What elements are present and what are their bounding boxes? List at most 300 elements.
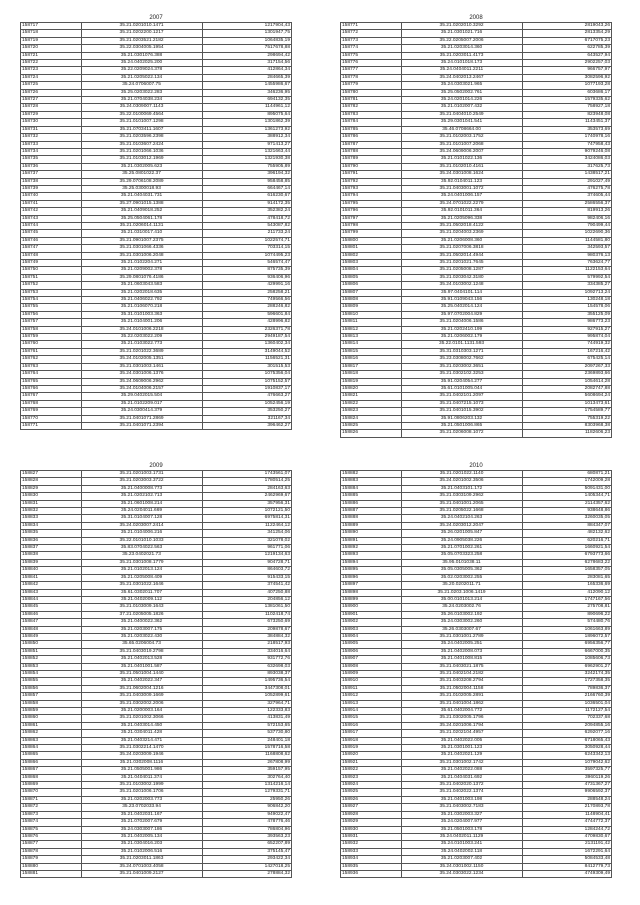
- amount-cell: 2813354,29: [522, 30, 611, 37]
- table-row: [341, 500, 612, 507]
- panel-title: 2008: [469, 15, 483, 21]
- code-cell: 35.21.0401001.2065: [401, 500, 522, 507]
- amount-cell: 1754589,77: [522, 408, 611, 415]
- code-cell: 35.97.0702004.829: [401, 311, 522, 318]
- record-id-cell: 158748: [21, 252, 82, 259]
- table-row: [21, 596, 292, 603]
- table-row: [341, 348, 612, 355]
- amount-cell: 616230,67: [202, 193, 291, 200]
- record-id-cell: 158734: [21, 148, 82, 155]
- record-id-cell: 158721: [21, 52, 82, 59]
- amount-cell: 374541,42: [202, 582, 291, 589]
- table-row: [341, 774, 612, 781]
- amount-cell: 284163,63: [202, 485, 291, 492]
- table-row: [21, 23, 292, 30]
- record-id-cell: 158877: [21, 841, 82, 848]
- table-row: [21, 126, 292, 133]
- table-row: [341, 60, 612, 67]
- table-row: [341, 596, 612, 603]
- code-cell: 35.22.0100069.4564: [81, 111, 202, 118]
- table-row: [21, 478, 292, 485]
- code-cell: 35.21.0403014.450: [81, 722, 202, 729]
- table-row: [341, 619, 612, 626]
- table-row: [21, 415, 292, 422]
- amount-cell: 25950,26: [202, 796, 291, 803]
- code-cell: 35.24.0303022.1234: [401, 870, 522, 877]
- code-cell: 35.21.0402022.088: [401, 767, 522, 774]
- table-row: [341, 82, 612, 89]
- amount-cell: 1079042,62: [522, 759, 611, 766]
- amount-cell: 482132,62: [522, 530, 611, 537]
- amount-cell: 652207,89: [202, 841, 291, 848]
- table-row: [21, 393, 292, 400]
- code-cell: 35.21.0401009.2127: [81, 870, 202, 877]
- record-id-cell: 158934: [341, 856, 402, 863]
- code-cell: 35.27.0901015.1388: [81, 200, 202, 207]
- table-row: [341, 193, 612, 200]
- table-row: [341, 537, 612, 544]
- amount-cell: 396462,27: [202, 422, 291, 429]
- record-id-cell: 158854: [21, 670, 82, 677]
- amount-cell: 1122464,12: [202, 522, 291, 529]
- code-cell: 35.26.0303007.67: [401, 626, 522, 633]
- code-cell: 35.29.0706108.2089: [81, 178, 202, 185]
- code-cell: 35.21.0403214.471: [81, 737, 202, 744]
- code-cell: 35.24.0701022.2279: [401, 200, 522, 207]
- table-row: [341, 471, 612, 478]
- code-cell: 35.91.0806203.132: [401, 415, 522, 422]
- table-row: [21, 493, 292, 500]
- table-row: [21, 863, 292, 870]
- record-id-cell: 158735: [21, 156, 82, 163]
- table-panel-2008: [340, 14, 612, 438]
- table-row: [341, 252, 612, 259]
- table-row: [341, 430, 612, 437]
- table-row: [21, 89, 292, 96]
- amount-cell: 1578716,58: [202, 745, 291, 752]
- code-cell: 35.21.0301002.1742: [401, 759, 522, 766]
- amount-cell: 6975814,31: [202, 515, 291, 522]
- record-id-cell: 158787: [341, 141, 402, 148]
- amount-cell: 1279331,71: [202, 789, 291, 796]
- record-id-cell: 158857: [21, 693, 82, 700]
- code-cell: 35.21.0701002.261: [401, 545, 522, 552]
- table-row: [21, 811, 292, 818]
- amount-cell: 1321663,44: [202, 148, 291, 155]
- table-row: [21, 522, 292, 529]
- record-id-cell: 158765: [21, 378, 82, 385]
- table-row: [21, 545, 292, 552]
- code-cell: 35.21.0403002.7183: [401, 804, 522, 811]
- amount-cell: 1217904,43: [202, 23, 291, 30]
- amount-cell: 893038,37: [202, 670, 291, 677]
- amount-cell: 429991,16: [202, 282, 291, 289]
- amount-cell: 620216,71: [522, 537, 611, 544]
- code-cell: 35.21.0402008.073: [401, 648, 522, 655]
- record-id-cell: 158831: [21, 500, 82, 507]
- table-row: [341, 626, 612, 633]
- record-id-cell: 158784: [341, 119, 402, 126]
- code-cell: 35.21.0203022.430: [81, 633, 202, 640]
- record-id-cell: 158786: [341, 134, 402, 141]
- table-row: [341, 700, 612, 707]
- amount-cell: 596601,84: [202, 311, 291, 318]
- code-cell: 35.24.0303002.260: [401, 619, 522, 626]
- record-id-cell: 158743: [21, 215, 82, 222]
- amount-cell: 374605,44: [522, 193, 611, 200]
- amount-cell: 396194,32: [202, 171, 291, 178]
- record-id-cell: 158906: [341, 648, 402, 655]
- record-id-cell: 158858: [21, 700, 82, 707]
- code-cell: 35.21.0302002.2006: [81, 700, 202, 707]
- code-cell: 35.21.0206002.179: [401, 334, 522, 341]
- code-cell: 35.24.0309007.1143: [81, 104, 202, 111]
- table-row: [341, 789, 612, 796]
- code-cell: 35.24.0101006.2218: [81, 326, 202, 333]
- amount-cell: 258258,21: [202, 289, 291, 296]
- amount-cell: 267808,99: [202, 759, 291, 766]
- amount-cell: 1740978,16: [522, 134, 611, 141]
- record-id-cell: 158768: [21, 400, 82, 407]
- table-row: [341, 708, 612, 715]
- code-cell: 35.21.0901007.2375: [81, 237, 202, 244]
- amount-cell: 1780514,25: [202, 478, 291, 485]
- code-cell: 35.21.0301001.123: [401, 745, 522, 752]
- table-row: [21, 633, 292, 640]
- table-row: [341, 356, 612, 363]
- amount-cell: 2082747,88: [522, 385, 611, 392]
- amount-cell: 875735,39: [202, 267, 291, 274]
- table-row: [341, 311, 612, 318]
- code-cell: 35.21.0103607.2424: [81, 141, 202, 148]
- record-id-cell: 158834: [21, 522, 82, 529]
- amount-cell: 906842,20: [202, 804, 291, 811]
- code-cell: 35.21.0302003.327: [401, 811, 522, 818]
- amount-cell: 2166760,39: [522, 693, 611, 700]
- table-row: [341, 237, 612, 244]
- amount-cell: 1360402,34: [202, 341, 291, 348]
- table-row: [341, 215, 612, 222]
- record-id-cell: 158791: [341, 171, 402, 178]
- code-cell: 35.21.0104001.206: [81, 319, 202, 326]
- code-cell: 35.21.0403009.1669: [81, 693, 202, 700]
- record-id-cell: 158871: [21, 796, 82, 803]
- table-row: [21, 45, 292, 52]
- code-cell: 35.22.0209024.378: [81, 67, 202, 74]
- table-row: [21, 515, 292, 522]
- table-row: [341, 589, 612, 596]
- table-row: [341, 478, 612, 485]
- amount-cell: 1054614,28: [522, 378, 611, 385]
- code-cell: 35.24.0201002.3506: [401, 478, 522, 485]
- amount-cell: 6962901,27: [522, 663, 611, 670]
- code-cell: 35.24.0301002.1150: [401, 863, 522, 870]
- amount-cell: 694132,35: [202, 97, 291, 104]
- table-row: [341, 393, 612, 400]
- table-row: [21, 641, 292, 648]
- amount-cell: 1022690,36: [522, 230, 611, 237]
- amount-cell: 275708,81: [522, 604, 611, 611]
- record-id-cell: 158808: [341, 297, 402, 304]
- table-row: [341, 804, 612, 811]
- table-row: [21, 178, 292, 185]
- table-row: [21, 341, 292, 348]
- table-row: [341, 841, 612, 848]
- code-cell: 35.21.0202018.635: [81, 289, 202, 296]
- code-cell: 35.25.0502002.761: [401, 89, 522, 96]
- code-cell: 35.21.0402022.005: [401, 737, 522, 744]
- amount-cell: 1438517,21: [522, 171, 611, 178]
- code-cell: 35.21.0302214.1470: [81, 745, 202, 752]
- amount-cell: 302764,40: [202, 774, 291, 781]
- record-id-cell: 158925: [341, 789, 402, 796]
- code-cell: 35.21.0203011.4173: [401, 52, 522, 59]
- code-cell: 35.21.0106070.218: [81, 304, 202, 311]
- table-row: [21, 52, 292, 59]
- record-id-cell: 158905: [341, 641, 402, 648]
- code-cell: 35.21.0202104.4957: [401, 730, 522, 737]
- amount-cell: 680871,21: [522, 471, 611, 478]
- table-row: [341, 163, 612, 170]
- amount-cell: 579992,54: [522, 274, 611, 281]
- code-cell: 35.21.0203.1006.1419: [401, 589, 522, 596]
- record-id-cell: 158769: [21, 408, 82, 415]
- code-cell: 35.21.0402101.2097: [401, 393, 522, 400]
- table-row: [341, 52, 612, 59]
- amount-cell: 3149044,52: [202, 348, 291, 355]
- record-id-cell: 158926: [341, 796, 402, 803]
- record-id-cell: 158909: [341, 670, 402, 677]
- amount-cell: 1085606,73: [522, 656, 611, 663]
- table-row: [341, 230, 612, 237]
- amount-cell: 317154,56: [202, 60, 291, 67]
- code-cell: 35.21.0203002.3651: [401, 363, 522, 370]
- record-id-cell: 158730: [21, 119, 82, 126]
- table-row: [341, 522, 612, 529]
- record-id-cell: 158868: [21, 774, 82, 781]
- table-row: [341, 856, 612, 863]
- amount-cell: 1143451,37: [522, 119, 611, 126]
- code-cell: 35.21.0303109.2962: [401, 493, 522, 500]
- panel-title: 2007: [149, 15, 163, 21]
- record-id-cell: 158828: [21, 478, 82, 485]
- code-cell: 35.21.0202010.3292: [401, 23, 522, 30]
- code-cell: 35.92.0104011.123: [401, 178, 522, 185]
- amount-cell: 3447308,01: [202, 685, 291, 692]
- amount-cell: 1075152,57: [202, 378, 291, 385]
- amount-cell: 6667000,35: [522, 648, 611, 655]
- amount-cell: 278884,32: [202, 870, 291, 877]
- record-id-cell: 158876: [21, 833, 82, 840]
- record-id-cell: 158882: [341, 471, 402, 478]
- amount-cell: 321167,34: [202, 415, 291, 422]
- table-row: [21, 230, 292, 237]
- table-row: [341, 282, 612, 289]
- amount-cell: 334016,64: [202, 648, 291, 655]
- table-row: [21, 156, 292, 163]
- amount-cell: 819913,26: [522, 208, 611, 215]
- code-cell: 35.24.0402025.200: [81, 60, 202, 67]
- amount-cell: 2902257,03: [522, 60, 611, 67]
- table-row: [21, 589, 292, 596]
- amount-cell: 931772,76: [202, 656, 291, 663]
- record-id-cell: 158874: [21, 819, 82, 826]
- amount-cell: 4709830,67: [522, 833, 611, 840]
- amount-cell: 5091431,00: [522, 485, 611, 492]
- table-row: [341, 737, 612, 744]
- code-cell: 35.21.0205008.1287: [401, 267, 522, 274]
- code-cell: 35.21.0301021.716: [401, 30, 522, 37]
- amount-cell: 864603,72: [202, 567, 291, 574]
- table-row: [21, 626, 292, 633]
- record-id-cell: 158797: [341, 215, 402, 222]
- amount-cell: 1742009,28: [522, 478, 611, 485]
- record-id-cell: 158910: [341, 678, 402, 685]
- table-row: [21, 111, 292, 118]
- table-row: [21, 67, 292, 74]
- code-cell: 35.61.0302011.707: [81, 589, 202, 596]
- table-row: [21, 222, 292, 229]
- table-row: [341, 870, 612, 877]
- table-row: [341, 341, 612, 348]
- table-row: [21, 663, 292, 670]
- code-cell: 35.21.0501006.865: [401, 422, 522, 429]
- code-cell: 35.21.0402020.1372: [401, 782, 522, 789]
- table-row: [341, 670, 612, 677]
- code-cell: 35.02.0203002.255: [401, 574, 522, 581]
- amount-cell: 1092713,24: [522, 289, 611, 296]
- amount-cell: 291027,49: [522, 178, 611, 185]
- amount-cell: 2114357,62: [522, 500, 611, 507]
- amount-cell: 288246,82: [202, 304, 291, 311]
- record-id-cell: 158844: [21, 596, 82, 603]
- table-row: [341, 685, 612, 692]
- record-id-cell: 158837: [21, 545, 82, 552]
- code-cell: 35.21.0401071.2869: [81, 415, 202, 422]
- code-cell: 35.05.0305005.362: [401, 567, 522, 574]
- record-id-cell: 158902: [341, 619, 402, 626]
- amount-cell: 2094855,16: [522, 722, 611, 729]
- amount-cell: 1747167,56: [522, 596, 611, 603]
- code-cell: 35.21.0102006.516: [81, 848, 202, 855]
- code-cell: 35.24.0204011.669: [81, 508, 202, 515]
- record-id-cell: 158867: [21, 767, 82, 774]
- table-row: [21, 326, 292, 333]
- record-id-cell: 158916: [341, 722, 402, 729]
- code-cell: 35.21.0201022.3689: [81, 348, 202, 355]
- record-id-cell: 158736: [21, 163, 82, 170]
- record-id-cell: 158727: [21, 97, 82, 104]
- amount-cell: 2586556,37: [522, 200, 611, 207]
- table-row: [21, 856, 292, 863]
- code-cell: 35.21.0206014.1131: [81, 222, 202, 229]
- code-cell: 35.21.0301008.1779: [81, 559, 202, 566]
- amount-cell: 476663,27: [202, 393, 291, 400]
- record-id-cell: 158794: [341, 193, 402, 200]
- record-id-cell: 158863: [21, 737, 82, 744]
- code-cell: 35.21.0402013.528: [81, 656, 202, 663]
- record-id-cell: 158875: [21, 826, 82, 833]
- record-id-cell: 158772: [341, 30, 402, 37]
- amount-cell: 284665,39: [202, 74, 291, 81]
- record-id-cell: 158930: [341, 826, 402, 833]
- amount-cell: 823948,08: [522, 111, 611, 118]
- record-id-cell: 158825: [341, 422, 402, 429]
- record-id-cell: 158894: [341, 559, 402, 566]
- code-cell: 35.92.0101011.364: [401, 208, 522, 215]
- code-cell: 35.21.0203521.2182: [81, 37, 202, 44]
- amount-cell: 927915,27: [522, 326, 611, 333]
- table-row: [341, 574, 612, 581]
- record-id-cell: 158895: [341, 567, 402, 574]
- table-row: [341, 415, 612, 422]
- record-id-cell: 158747: [21, 245, 82, 252]
- record-id-cell: 158771: [21, 422, 82, 429]
- code-cell: 35.21.0704038.234: [81, 97, 202, 104]
- code-cell: 35.21.0401008.815: [401, 656, 522, 663]
- record-id-cell: 158762: [21, 356, 82, 363]
- amount-cell: 321078,02: [202, 537, 291, 544]
- code-cell: 35.21.0201002.3066: [81, 715, 202, 722]
- amount-cell: 2949187,54: [202, 334, 291, 341]
- amount-cell: 1013473,61: [522, 400, 611, 407]
- code-cell: 35.21.0301022.1646: [81, 582, 202, 589]
- record-id-cell: 158775: [341, 52, 402, 59]
- table-row: [341, 378, 612, 385]
- code-cell: 35.29.0301041.541: [401, 119, 522, 126]
- record-id-cell: 158771: [341, 23, 402, 30]
- code-cell: 35.21.0201022.1140: [401, 471, 522, 478]
- record-id-cell: 158723: [21, 67, 82, 74]
- code-cell: 35.21.0200003.164: [81, 708, 202, 715]
- amount-cell: 6292077,16: [522, 730, 611, 737]
- record-id-cell: 158733: [21, 141, 82, 148]
- code-cell: 35.21.0301076.388: [81, 52, 202, 59]
- code-cell: 35.21.0407215.1073: [401, 400, 522, 407]
- record-id-cell: 158842: [21, 582, 82, 589]
- table-row: [341, 782, 612, 789]
- code-cell: 35.31.0101003.363: [81, 311, 202, 318]
- code-cell: 35.21.0103009.1643: [81, 604, 202, 611]
- table-row: [341, 363, 612, 370]
- record-id-cell: 158838: [21, 552, 82, 559]
- amount-cell: 1301947,75: [202, 30, 291, 37]
- amount-cell: 293422,34: [202, 856, 291, 863]
- record-id-cell: 158764: [21, 371, 82, 378]
- record-id-cell: 158774: [341, 45, 402, 52]
- code-cell: 35.21.0102007.432: [401, 104, 522, 111]
- panel-title: 2009: [149, 463, 163, 469]
- table-row: [21, 274, 292, 281]
- amount-cell: 938648,86: [522, 508, 611, 515]
- code-cell: 35.24.0905038.226: [401, 537, 522, 544]
- code-cell: 35.21.0202003.773: [81, 796, 202, 803]
- amount-cell: 4744772,37: [522, 819, 611, 826]
- amount-cell: 341254,06: [202, 530, 291, 537]
- code-cell: 35.21.0302005.623: [81, 163, 202, 170]
- record-id-cell: 158767: [21, 393, 82, 400]
- record-id-cell: 158763: [21, 363, 82, 370]
- record-id-cell: 158722: [21, 60, 82, 67]
- table-row: [341, 656, 612, 663]
- table-row: [21, 826, 292, 833]
- code-cell: 35.21.0402022.1374: [401, 789, 522, 796]
- code-cell: 35.21.0403021.1875: [401, 663, 522, 670]
- table-row: [341, 97, 612, 104]
- record-id-cell: 158935: [341, 863, 402, 870]
- table-row: [341, 648, 612, 655]
- table-row: [341, 222, 612, 229]
